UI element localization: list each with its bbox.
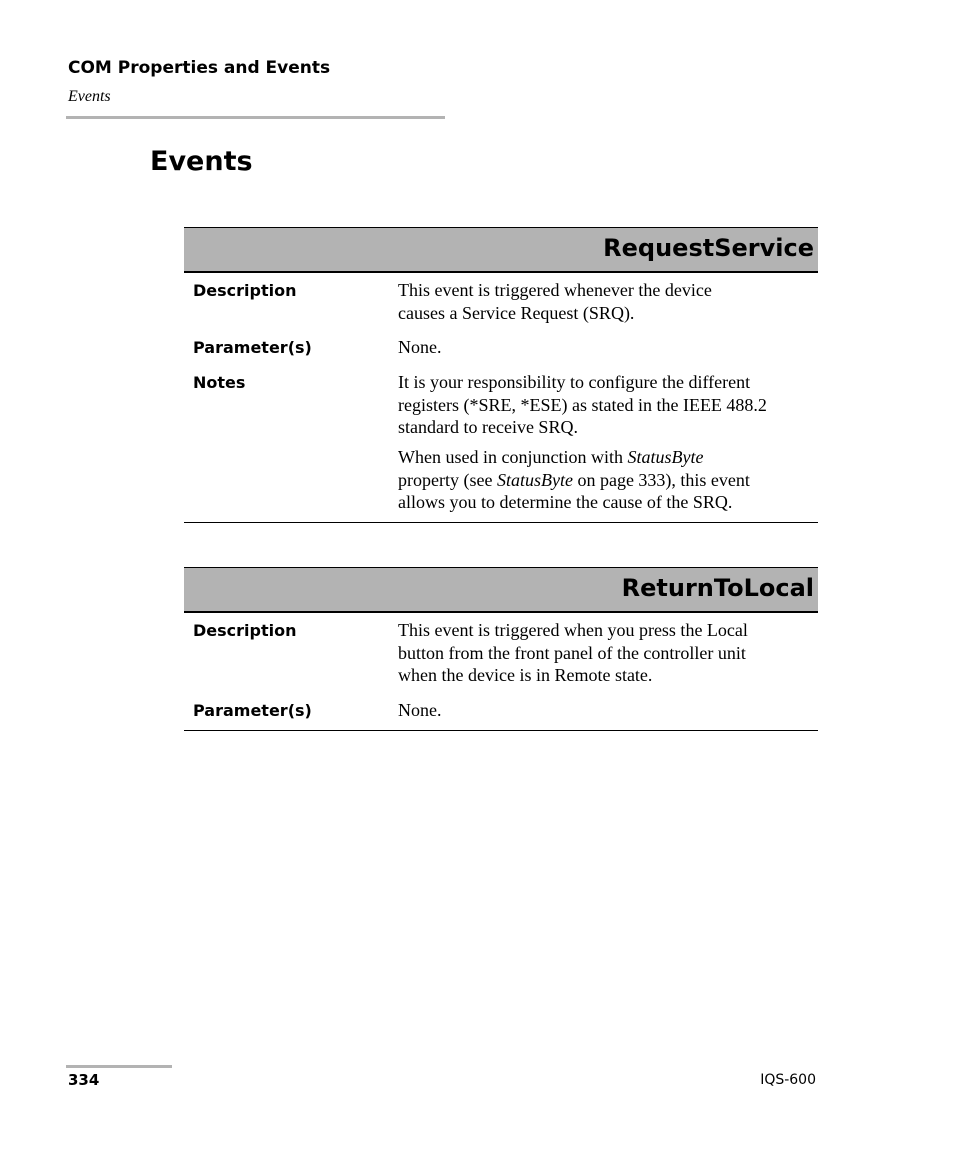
header-rule (66, 116, 445, 119)
text-line (398, 469, 818, 492)
cross-reference-link[interactable]: StatusByte (496, 469, 573, 490)
text-fragment: property (see (398, 469, 497, 490)
property-reference: StatusByte (627, 446, 704, 467)
running-header-title: COM Properties and Events (68, 58, 331, 78)
text-line (398, 446, 818, 469)
row-label: Parameter(s) (193, 338, 312, 358)
row-value (388, 336, 818, 359)
running-header-subtitle: Events (68, 88, 111, 105)
table-row-notes (184, 365, 818, 522)
text-line: causes a Service Request (SRQ). (398, 302, 635, 323)
table-row-description (184, 273, 818, 330)
paragraph (398, 279, 818, 324)
paragraph (398, 446, 818, 514)
text-line: when the device is in Remote state. (398, 665, 653, 686)
product-name: IQS-600 (760, 1072, 816, 1088)
row-value (388, 699, 818, 722)
footer-rule (66, 1065, 172, 1068)
page-number: 334 (68, 1071, 100, 1089)
text-line: registers (*SRE, *ESE) as stated in the IEEE 488.2 (398, 394, 767, 415)
event-table-requestservice (184, 227, 818, 523)
text-fragment: on page 333), this event (572, 469, 750, 490)
table-row-parameters (184, 693, 818, 730)
text-line: button from the front panel of the controller unit (398, 642, 746, 663)
row-label: Parameter(s) (193, 700, 312, 720)
paragraph (398, 336, 818, 359)
text-fragment: When used in conjunction with (398, 446, 628, 467)
paragraph (398, 619, 818, 687)
text-line: This event is triggered whenever the device (398, 280, 712, 300)
paragraph (398, 371, 818, 439)
row-value (388, 279, 818, 324)
text-line: None. (398, 699, 442, 720)
paragraph (398, 699, 818, 722)
table-row-description (184, 613, 818, 693)
row-label: Notes (193, 373, 246, 393)
row-value (388, 371, 818, 514)
row-value (388, 619, 818, 687)
event-table-header (184, 567, 818, 613)
text-line: None. (398, 337, 442, 358)
event-table-returntolocal (184, 567, 818, 731)
table-row-parameters (184, 330, 818, 365)
page-title: Events (150, 146, 253, 177)
event-table-header (184, 227, 818, 273)
event-name: RequestService (603, 234, 814, 262)
text-line: allows you to determine the cause of the SRQ. (398, 492, 733, 513)
row-label: Description (193, 621, 297, 640)
text-line: It is your responsibility to configure the different (398, 372, 751, 393)
text-line: This event is triggered when you press the Local (398, 620, 748, 640)
text-line: standard to receive SRQ. (398, 417, 578, 438)
event-name: ReturnToLocal (621, 574, 814, 602)
row-label: Description (193, 281, 297, 300)
